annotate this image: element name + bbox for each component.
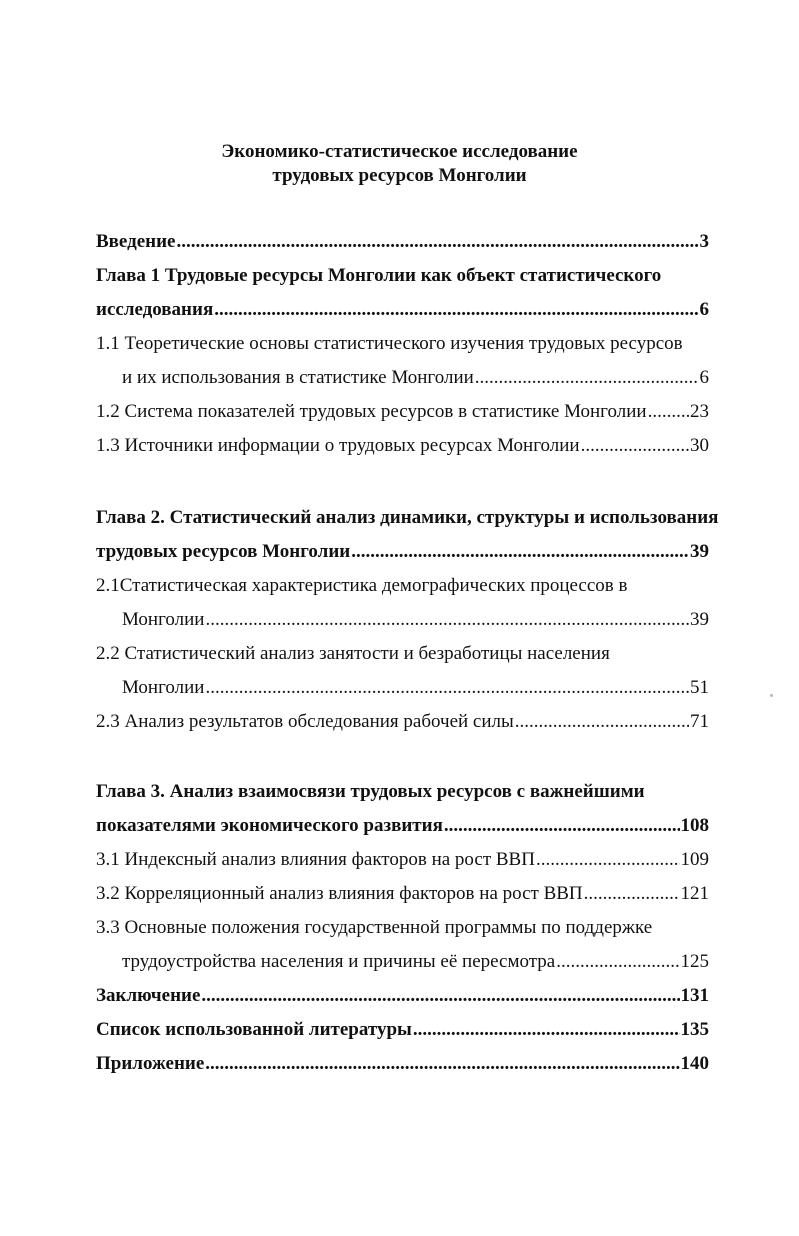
toc-page-number: 39	[690, 609, 709, 630]
toc-page-number: 51	[690, 677, 709, 698]
toc-page-number: 135	[680, 1019, 709, 1040]
toc-section-2-1-title: 2.1Статистическая характеристика демографических процессов в	[96, 575, 628, 596]
toc-label: Список использованной литературы	[96, 1019, 412, 1040]
toc-page-number: 108	[680, 815, 709, 836]
toc-leader-dots	[556, 948, 679, 976]
toc-label: трудовых ресурсов Монголии	[96, 541, 351, 562]
toc-page-number: 140	[680, 1053, 709, 1074]
toc-page-number: 125	[680, 951, 709, 972]
toc-label: Введение	[96, 231, 176, 252]
toc-entry-section-1-3	[96, 432, 709, 460]
toc-label: 1.2 Система показателей трудовых ресурсов в статистике Монголии	[96, 401, 647, 422]
toc-leader-dots	[351, 538, 689, 566]
toc-entry-section-3-1	[96, 846, 709, 874]
toc-page-number: 6	[699, 299, 709, 320]
toc-label: Заключение	[96, 985, 201, 1006]
toc-page-number: 121	[680, 883, 709, 904]
document-title-line2: трудовых ресурсов Монголии	[272, 165, 527, 186]
toc-page-number: 39	[690, 541, 709, 562]
toc-entry-section-2-3	[96, 708, 709, 736]
toc-leader-dots	[201, 982, 679, 1010]
toc-leader-dots	[648, 398, 689, 426]
toc-label: 2.3 Анализ результатов обследования рабочей силы	[96, 711, 514, 732]
toc-entry-section-1-2	[96, 398, 709, 426]
toc-entry-chapter2	[96, 538, 709, 566]
toc-page-number: 30	[690, 435, 709, 456]
toc-entry-appendix	[96, 1050, 709, 1078]
toc-page-number: 71	[690, 711, 709, 732]
toc-label: Монголии	[122, 609, 205, 630]
toc-entry-chapter1	[96, 296, 709, 324]
toc-entry-section-3-3	[122, 948, 709, 976]
toc-page-number: 23	[690, 401, 709, 422]
toc-leader-dots	[584, 880, 680, 908]
toc-label: 1.3 Источники информации о трудовых ресурсах Монголии	[96, 435, 580, 456]
toc-chapter1-title: Глава 1 Трудовые ресурсы Монголии как объект статистического	[96, 265, 662, 286]
toc-leader-dots	[475, 364, 699, 392]
toc-chapter3-title: Глава 3. Анализ взаимосвязи трудовых ресурсов с важнейшими	[96, 781, 645, 802]
toc-entry-references	[96, 1016, 709, 1044]
toc-entry-section-2-1	[122, 606, 709, 634]
toc-leader-dots	[413, 1016, 680, 1044]
scan-speck	[770, 694, 773, 697]
toc-entry-chapter3	[96, 812, 709, 840]
toc-entry-conclusion	[96, 982, 709, 1010]
toc-entry-section-2-2	[122, 674, 709, 702]
toc-label: исследования	[96, 299, 214, 320]
toc-page-number: 109	[680, 849, 709, 870]
toc-chapter2-title: Глава 2. Статистический анализ динамики, структуры и использования	[96, 507, 719, 528]
toc-section-3-3-title: 3.3 Основные положения государственной программы по поддержке	[96, 917, 653, 938]
toc-label: Монголии	[122, 677, 205, 698]
toc-leader-dots	[536, 846, 680, 874]
toc-section-2-2-title: 2.2 Статистический анализ занятости и безработицы населения	[96, 643, 610, 664]
toc-label: 3.1 Индексный анализ влияния факторов на рост ВВП	[96, 849, 535, 870]
toc-leader-dots	[444, 812, 680, 840]
toc-label: 3.2 Корреляционный анализ влияния факторов на рост ВВП	[96, 883, 583, 904]
toc-label: показателями экономического развития	[96, 815, 443, 836]
toc-entry-section-1-1	[122, 364, 709, 392]
toc-leader-dots	[205, 606, 689, 634]
toc-leader-dots	[581, 432, 689, 460]
toc-page-number: 131	[680, 985, 709, 1006]
document-title-line1: Экономико-статистическое исследование	[221, 141, 578, 162]
toc-section-1-1-title: 1.1 Теоретические основы статистического изучения трудовых ресурсов	[96, 333, 683, 354]
toc-leader-dots	[205, 674, 689, 702]
toc-page-number: 6	[699, 367, 709, 388]
toc-leader-dots	[205, 1050, 679, 1078]
toc-label: трудоустройства населения и причины её пересмотра	[122, 951, 556, 972]
toc-leader-dots	[177, 228, 699, 256]
toc-entry-introduction	[96, 228, 709, 256]
toc-leader-dots	[515, 708, 689, 736]
toc-label: Приложение	[96, 1053, 205, 1074]
toc-page-number: 3	[699, 231, 709, 252]
toc-entry-section-3-2	[96, 880, 709, 908]
toc-leader-dots	[214, 296, 698, 324]
toc-label: и их использования в статистике Монголии	[122, 367, 474, 388]
